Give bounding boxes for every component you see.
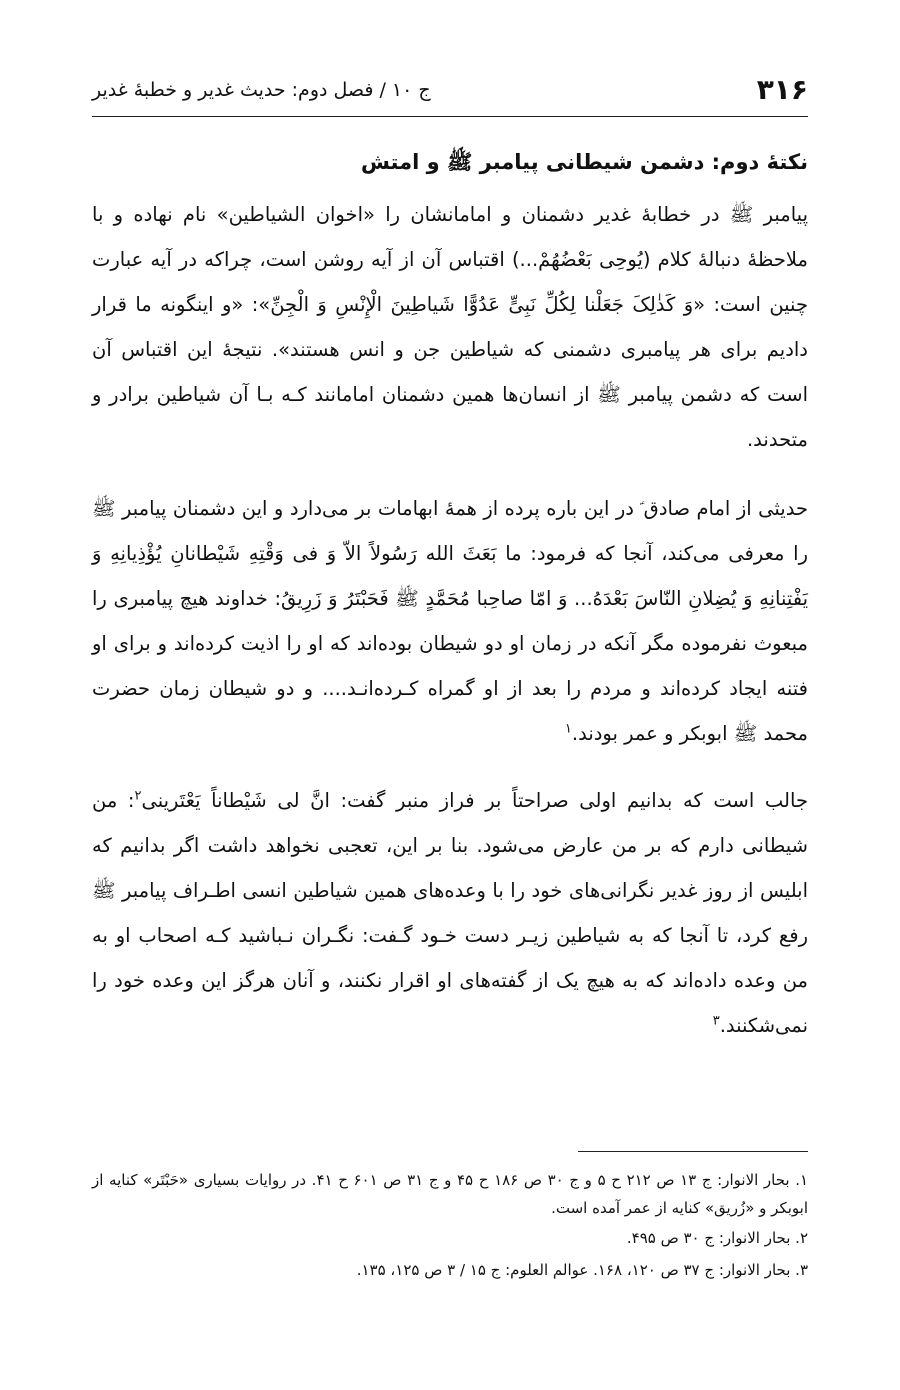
footnote-1: ۱. بحار الانوار: ج ۱۳ ص ۲۱۲ ح ۵ و ج ۳۰ ص ۱۸۶ ح ۴۵ و ج ۳۱ ص ۶۰۱ ح ۴۱. در روایات بسیاری «حَبْتَر» کنایه از ابوبکر و «زُریق» کنایه از عمر آمده است. bbox=[92, 1171, 809, 1217]
header-divider bbox=[92, 116, 808, 117]
footnote-ref-2[interactable]: ۲ bbox=[134, 788, 142, 804]
paragraph-3-text-a: جالب است که بدانیم اولی صراحتاً بر فراز منبر گفت: انَّ لی شَیْطاناً یَعْتَرینی bbox=[141, 789, 808, 812]
footnote-ref-3[interactable]: ۳ bbox=[712, 1013, 720, 1029]
page-number: ۳۱۶ bbox=[756, 73, 808, 106]
running-header-title: ج ۱۰ / فصل دوم: حدیث غدیر و خطبۀ غدیر bbox=[92, 79, 431, 101]
footnote-ref-1[interactable]: ۱ bbox=[564, 721, 572, 737]
footnotes bbox=[92, 1166, 808, 1288]
paragraph-2 bbox=[92, 486, 808, 756]
section-heading: نکتۀ دوم: دشمن شیطانی پیامبر ﷺ و امتش bbox=[360, 150, 808, 174]
footnote-3: ۳. بحار الانوار: ج ۳۷ ص ۱۲۰، ۱۶۸. عوالم العلوم: ج ۱۵ / ۳ ص ۱۲۵، ۱۳۵. bbox=[356, 1261, 808, 1279]
running-header bbox=[92, 70, 808, 110]
footnote-divider bbox=[578, 1151, 808, 1152]
paragraph-3-text-b: : من شیطانی دارم که بر من عارض می‌شود. بنا بر این، تعجبی نخواهد داشت اگر بدانیم که ابلیس از روز غدیر نگرانی‌های خود را با وعده‌های همین شیاطین انسی اطـراف پیامبر ﷺ رفع کرد، تا آنجا که به شیاطین زیـر دست خـود گـفت: نگـران نـباشید کـه اصحاب او به من وعده داده‌اند که به هیچ یک از گفته‌های او اقرار نکنند، و آنان هرگز این وعده خود را نمی‌شکنند. bbox=[92, 789, 808, 1037]
footnote-2: ۲. بحار الانوار: ج ۳۰ ص ۴۹۵. bbox=[626, 1229, 808, 1247]
main-content bbox=[92, 140, 808, 1048]
paragraph-1: پیامبر ﷺ در خطابۀ غدیر دشمنان و امامانشان را «اخوان الشیاطین» نام نهاده و با ملاحظۀ دنبالۀ کلام (یُوحِی بَعْضُهُمْ...) اقتباس آن از آیه روشن است، چراکه در آیه عبارت چنین است: «وَ کَذٰلِکَ جَعَلْنا لِکُلِّ نَبِیٍّ عَدُوًّا شَیاطِینَ الْإِنْسِ وَ الْجِنِّ»: «و اینگونه ما قرار دادیم برای هر پیامبری دشمنی که شیاطین جن و انس هستند». نتیجۀ این اقتباس آن است که دشمن پیامبر ﷺ از انسان‌ها همین دشمنان امامانند کـه بـا آن شیاطین برادر و متحدند. bbox=[92, 203, 808, 451]
paragraph-3 bbox=[92, 778, 808, 1048]
paragraph-2-text: حدیثی از امام صادق ؑ در این باره پرده از همۀ ابهامات بر می‌دارد و این دشمنان پیامبر ﷺ را معرفی می‌کند، آنجا که فرمود: ما بَعَثَ الله رَسُولاً الاّ وَ فی وَقْتِهِ شَیْطانانِ یُؤْذِیانِهِ وَ یَفْتِنانِهِ وَ یُضِلانِ النّاسَ بَعْدَهُ... وَ امّا صاحِبا مُحَمَّدٍ ﷺ فَحَبْتَرُ وَ زَرِیقُ: خداوند هیچ پیامبری را مبعوث نفرموده مگر آنکه در زمان او دو شیطان بوده‌اند که او را اذیت کرده‌اند و برای او فتنه ایجاد کرده‌اند و مردم را بعد از او گمراه کـرده‌انـد.... و دو شیطان زمان حضرت محمد ﷺ ابوبکر و عمر بودند. bbox=[92, 497, 808, 745]
